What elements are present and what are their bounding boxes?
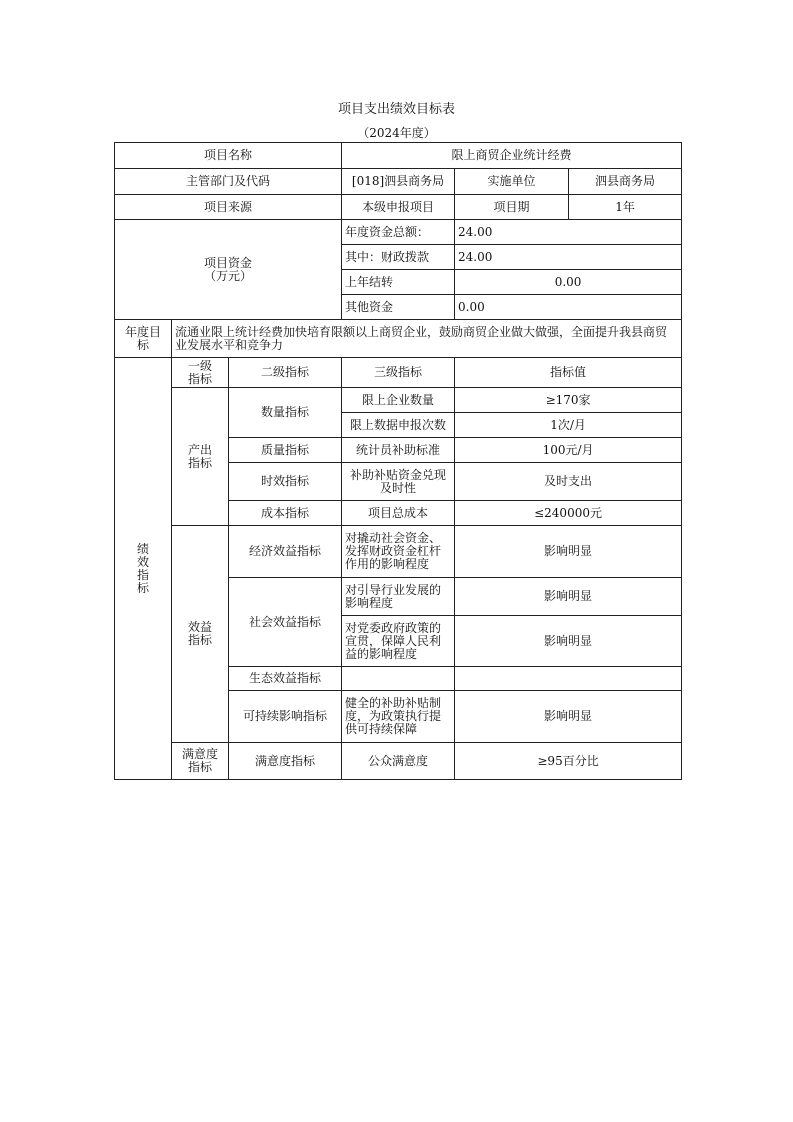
- funds-other-label: 其他资金: [342, 295, 455, 320]
- output-label: 产出指标: [172, 388, 229, 526]
- funds-label-line1: 项目资金: [204, 255, 253, 270]
- project-name-value: 限上商贸企业统计经费: [342, 143, 682, 169]
- annual-goal-text: 流通业限上统计经费加快培育限额以上商贸企业，鼓励商贸企业做大做强，全面提升我县商贸业发展水平和竞争力: [172, 320, 682, 358]
- perf-head-level1: 一级指标: [172, 358, 229, 388]
- social-item-2-value: 影响明显: [455, 616, 682, 667]
- impl-unit-value: 泗县商务局: [569, 169, 682, 195]
- sustain-label: 可持续影响指标: [229, 691, 342, 743]
- sustain-item-name: 健全的补助补贴制度，为政策执行提供可持续保障: [342, 691, 455, 743]
- social-item-1-value: 影响明显: [455, 578, 682, 616]
- quantity-label: 数量指标: [229, 388, 342, 438]
- impl-unit-label: 实施单位: [455, 169, 569, 195]
- eco-item-value: [455, 667, 682, 691]
- economic-item-value: 影响明显: [455, 526, 682, 578]
- satis-item-value: ≥95百分比: [455, 743, 682, 780]
- satis-sub-label: 满意度指标: [229, 743, 342, 780]
- benefit-label: 效益指标: [172, 526, 229, 743]
- page-subtitle-year: （2024年度）: [357, 126, 436, 140]
- perf-head-value: 指标值: [455, 358, 682, 388]
- funds-label: [115, 220, 342, 320]
- quantity-item-2-name: 限上数据申报次数: [342, 413, 455, 438]
- social-item-2-name: 对党委政府政策的宣贯，保障人民利益的影响程度: [342, 616, 455, 667]
- social-label: 社会效益指标: [229, 578, 342, 667]
- dept-value: [018]泗县商务局: [342, 169, 455, 195]
- annual-goal-label: 年度目标: [115, 320, 172, 358]
- funds-fiscal-label: 其中：财政拨款: [342, 245, 455, 270]
- satis-item-name: 公众满意度: [342, 743, 455, 780]
- source-label: 项目来源: [115, 195, 342, 220]
- economic-label: 经济效益指标: [229, 526, 342, 578]
- quantity-item-2-value: 1次/月: [455, 413, 682, 438]
- quantity-item-1-name: 限上企业数量: [342, 388, 455, 413]
- eco-label: 生态效益指标: [229, 667, 342, 691]
- funds-carryover-label: 上年结转: [342, 270, 455, 295]
- perf-head-level2: 二级指标: [229, 358, 342, 388]
- funds-total-label: 年度资金总额：: [342, 220, 455, 245]
- source-value: 本级申报项目: [342, 195, 455, 220]
- funds-other-value: 0.00: [455, 295, 682, 320]
- time-label: 时效指标: [229, 463, 342, 501]
- sustain-item-value: 影响明显: [455, 691, 682, 743]
- quality-item-value: 100元/月: [455, 438, 682, 463]
- perf-head-level3: 三级指标: [342, 358, 455, 388]
- eco-item-name: [342, 667, 455, 691]
- dept-label: 主管部门及代码: [115, 169, 342, 195]
- funds-carryover-value: 0.00: [455, 270, 682, 295]
- perf-section-label: 绩效指标: [115, 358, 172, 780]
- quality-item-name: 统计员补助标准: [342, 438, 455, 463]
- performance-target-table: [114, 142, 681, 785]
- period-value: 1年: [569, 195, 682, 220]
- funds-total-value: 24.00: [455, 220, 682, 245]
- cost-item-value: ≤240000元: [455, 501, 682, 526]
- period-label: 项目期: [455, 195, 569, 220]
- social-item-1-name: 对引导行业发展的影响程度: [342, 578, 455, 616]
- cost-label: 成本指标: [229, 501, 342, 526]
- cost-item-name: 项目总成本: [342, 501, 455, 526]
- page-title: 项目支出绩效目标表: [337, 102, 455, 117]
- funds-label-line2: （万元）: [204, 268, 253, 283]
- satisfaction-label: 满意度指标: [172, 743, 229, 780]
- funds-fiscal-value: 24.00: [455, 245, 682, 270]
- time-item-value: 及时支出: [455, 463, 682, 501]
- quantity-item-1-value: ≥170家: [455, 388, 682, 413]
- project-name-label: 项目名称: [115, 143, 342, 169]
- economic-item-name: 对撬动社会资金、发挥财政资金杠杆作用的影响程度: [342, 526, 455, 578]
- time-item-name: 补助补贴资金兑现及时性: [342, 463, 455, 501]
- quality-label: 质量指标: [229, 438, 342, 463]
